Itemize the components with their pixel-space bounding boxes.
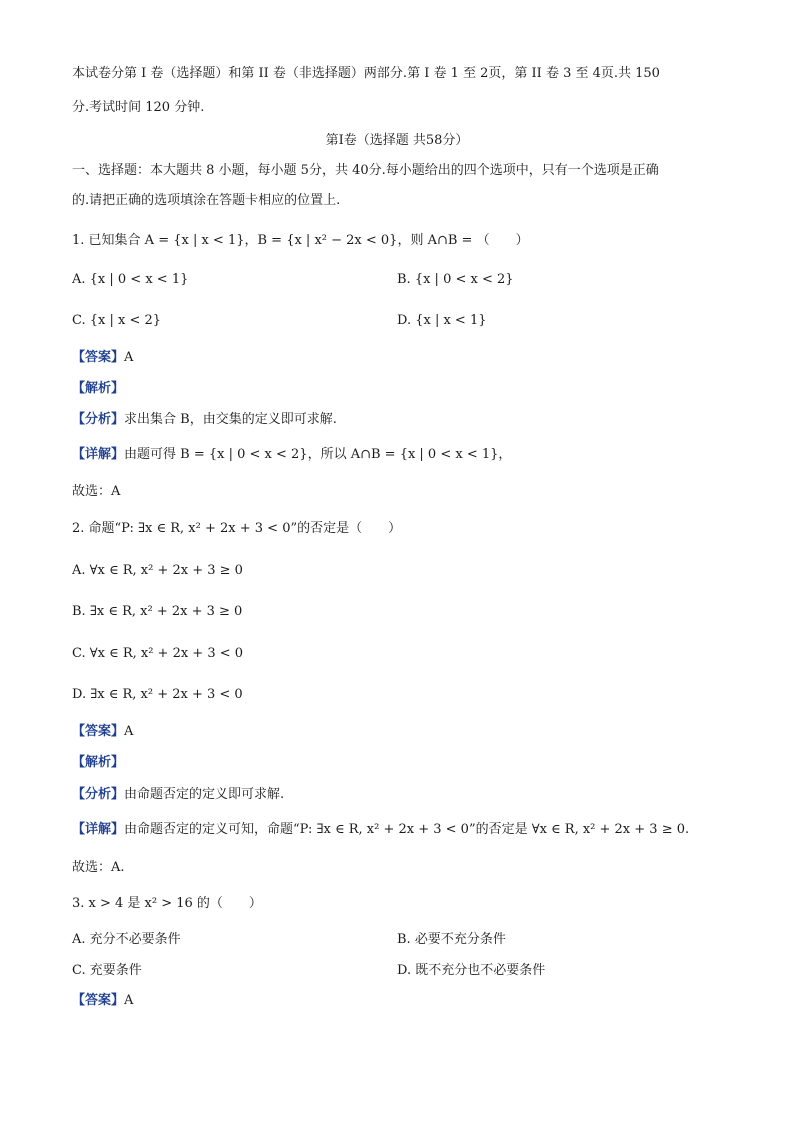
answer-label: 【答案】 <box>72 350 125 365</box>
question-3-option-c: C. 充要条件 <box>72 963 142 978</box>
detail-label: 【详解】 <box>72 447 125 462</box>
answer-value: A <box>124 350 134 365</box>
question-1-analysis-label <box>72 379 124 399</box>
question-2-analysis-label <box>72 753 124 773</box>
question-1-option-d: D. {x | x < 1} <box>397 313 487 328</box>
question-1-option-a: A. {x | 0 < x < 1} <box>72 272 189 287</box>
intro-line-1: 本试卷分第 I 卷（选择题）和第 II 卷（非选择题）两部分.第 I 卷 1 至 2页，第 II 卷 3 至 4页.共 150 <box>72 66 660 81</box>
part1-line-1: 一、选择题：本大题共 8 小题，每小题 5分，共 40分.每小题给出的四个选项中，只有一个选项是正确 <box>72 163 659 178</box>
answer-label: 【答案】 <box>72 724 125 739</box>
question-1-option-c: C. {x | x < 2} <box>72 313 162 328</box>
question-2-answer <box>72 722 133 742</box>
question-3-answer <box>72 991 133 1011</box>
question-3-option-d: D. 既不充分也不必要条件 <box>397 963 546 978</box>
intro-line-2: 分.考试时间 120 分钟. <box>72 100 205 115</box>
detail-text: 由命题否定的定义可知，命题“P: ∃x ∈ R, x² + 2x + 3 < 0”的否定是 ∀x ∈ R, x² + 2x + 3 ≥ 0. <box>124 822 690 837</box>
question-3-stem: 3. x > 4 是 x² > 16 的（ ） <box>72 896 262 911</box>
question-1-option-b: B. {x | 0 < x < 2} <box>397 272 514 287</box>
answer-label: 【答案】 <box>72 993 125 1008</box>
analysis-label: 【解析】 <box>72 381 125 396</box>
question-1-detail <box>72 445 511 465</box>
question-1-answer <box>72 348 133 368</box>
question-2-option-c: C. ∀x ∈ R, x² + 2x + 3 < 0 <box>72 646 244 661</box>
section-title: 第I卷（选择题 共58分） <box>325 133 469 148</box>
question-2-option-b: B. ∃x ∈ R, x² + 2x + 3 ≥ 0 <box>72 604 243 619</box>
question-2-option-a: A. ∀x ∈ R, x² + 2x + 3 ≥ 0 <box>72 563 243 578</box>
question-1-fenxi <box>72 410 337 430</box>
question-3-option-b: B. 必要不充分条件 <box>397 932 506 947</box>
detail-text: 由题可得 B = {x | 0 < x < 2}，所以 A∩B = {x | 0 < x < 1}， <box>124 447 512 462</box>
question-2-stem: 2. 命题“P: ∃x ∈ R, x² + 2x + 3 < 0”的否定是（ ） <box>72 521 402 536</box>
detail-label: 【详解】 <box>72 822 125 837</box>
fenxi-text: 求出集合 B，由交集的定义即可求解. <box>124 412 337 427</box>
question-2-detail <box>72 820 689 840</box>
fenxi-text: 由命题否定的定义即可求解. <box>124 787 285 802</box>
question-2-fenxi <box>72 785 284 805</box>
question-1-conclusion: 故选：A <box>72 484 121 499</box>
fenxi-label: 【分析】 <box>72 787 125 802</box>
question-1-stem: 1. 已知集合 A = {x | x < 1}，B = {x | x² − 2x < 0}，则 A∩B = （ ） <box>72 233 529 248</box>
answer-value: A <box>124 993 134 1008</box>
part1-line-2: 的.请把正确的选项填涂在答题卡相应的位置上. <box>72 193 341 208</box>
question-3-option-a: A. 充分不必要条件 <box>72 932 181 947</box>
answer-value: A <box>124 724 134 739</box>
question-2-option-d: D. ∃x ∈ R, x² + 2x + 3 < 0 <box>72 687 243 702</box>
question-2-conclusion: 故选：A. <box>72 860 125 875</box>
fenxi-label: 【分析】 <box>72 412 125 427</box>
analysis-label: 【解析】 <box>72 755 125 770</box>
